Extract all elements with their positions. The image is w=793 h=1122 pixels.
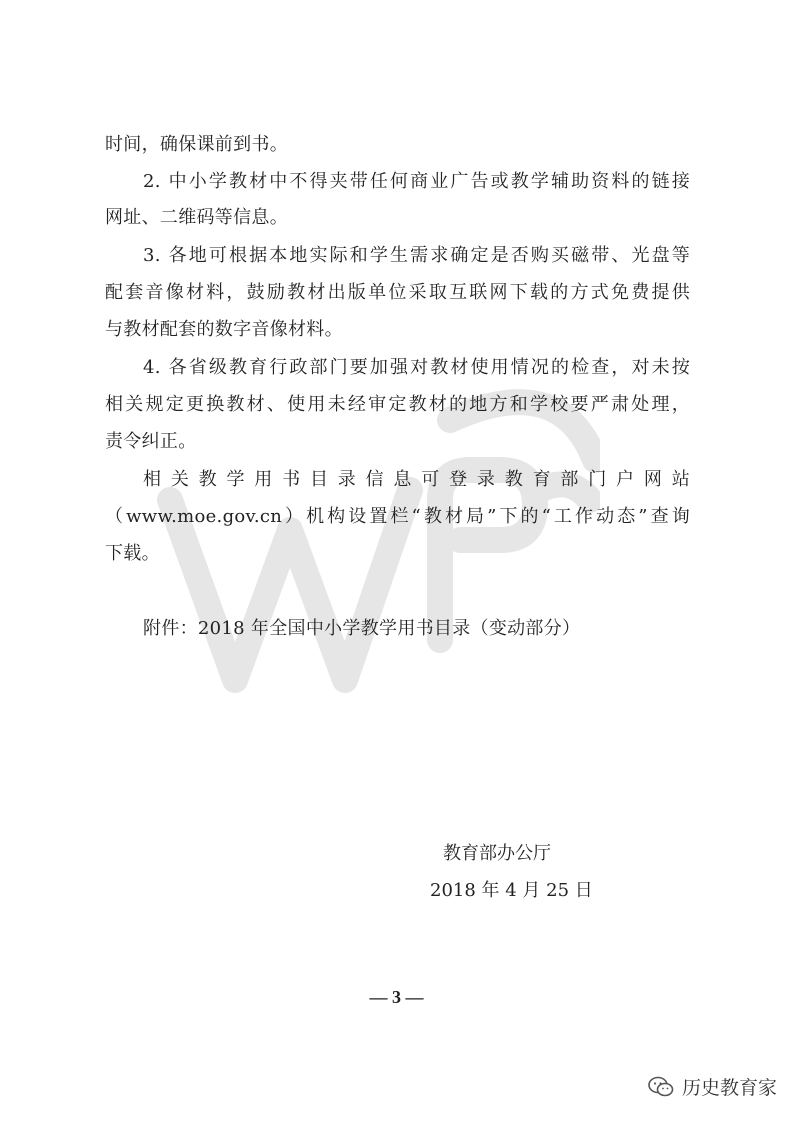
signature-org: 教育部办公厅 xyxy=(443,843,551,864)
paragraph-line: 4. 各省级教育行政部门要加强对教材使用情况的检查，对未按 xyxy=(143,357,690,378)
footer-brand xyxy=(648,1073,777,1100)
paragraph-line: （www.moe.gov.cn）机构设置栏“教材局”下的“工作动态”查询 xyxy=(105,506,690,527)
signature-date: 2018 年 4 月 25 日 xyxy=(430,880,593,901)
paragraph-line: 相关规定更换教材、使用未经审定教材的地方和学校要严肃处理， xyxy=(105,394,690,415)
paragraph-line: 3. 各地可根据本地实际和学生需求确定是否购买磁带、光盘等 xyxy=(143,245,690,266)
attachment-line: 附件：2018 年全国中小学教学用书目录（变动部分） xyxy=(143,618,581,639)
wechat-icon xyxy=(648,1076,674,1098)
paragraph-line: 责令纠正。 xyxy=(105,431,197,452)
paragraph-line: 下载。 xyxy=(105,543,160,564)
paragraph-line: 配套音像材料，鼓励教材出版单位采取互联网下载的方式免费提供 xyxy=(105,282,690,303)
paragraph-line: 2. 中小学教材中不得夹带任何商业广告或教学辅助资料的链接 xyxy=(143,171,690,192)
paragraph-line: 与教材配套的数字音像材料。 xyxy=(105,319,343,340)
footer-brand-label: 历史教育家 xyxy=(682,1077,778,1099)
paragraph-line: 相关教学用书目录信息可登录教育部门户网站 xyxy=(143,469,690,490)
paragraph-line: 时间，确保课前到书。 xyxy=(105,134,288,155)
page-number: — 3 — xyxy=(369,987,424,1007)
paragraph-line: 网址、二维码等信息。 xyxy=(105,207,288,228)
